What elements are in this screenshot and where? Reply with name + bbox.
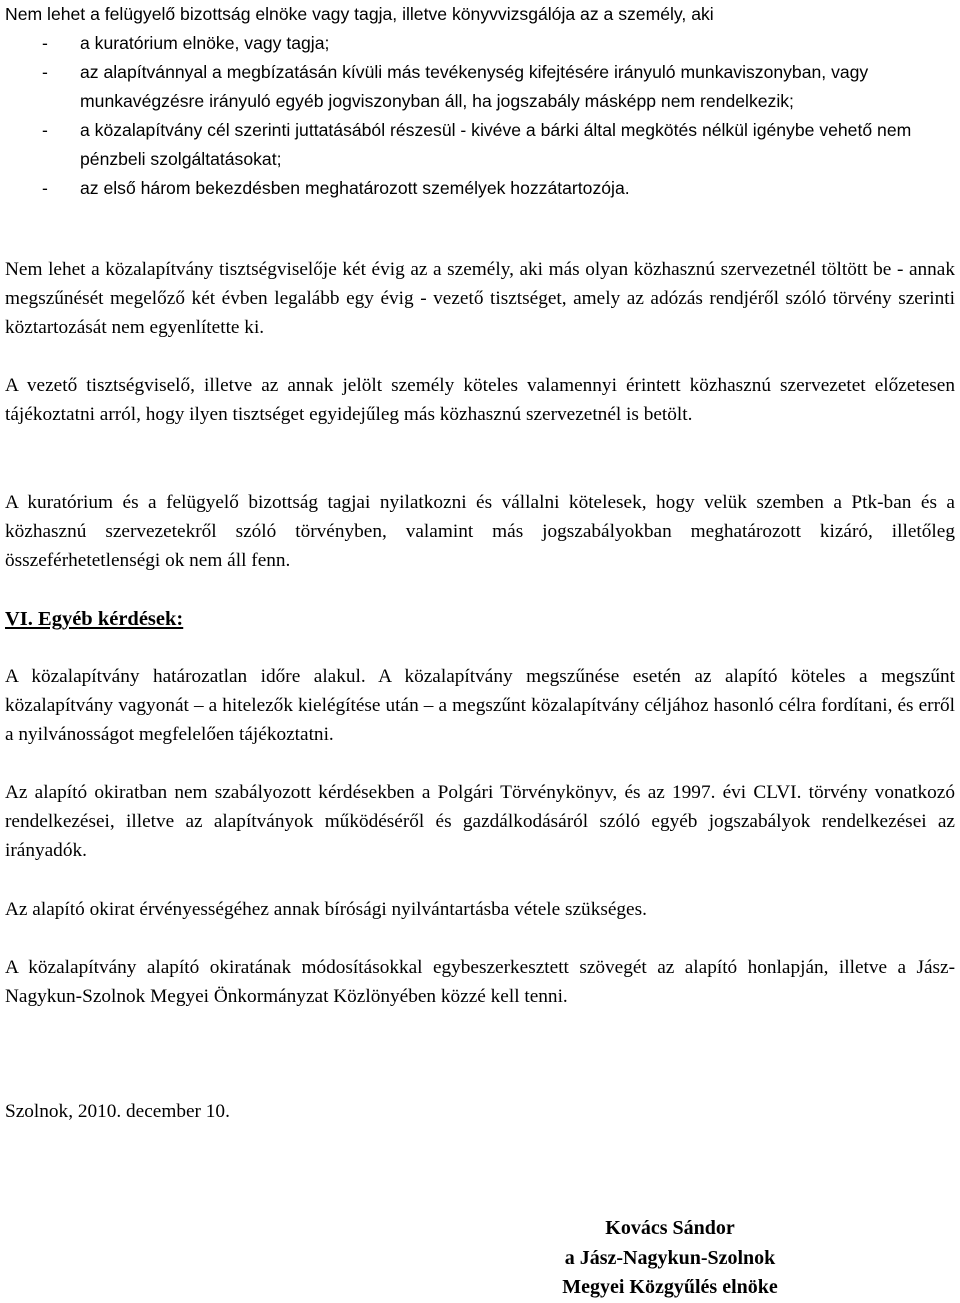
list-dash: - [42,62,48,82]
list-item [5,116,955,174]
date-line: Szolnok, 2010. december 10. [5,1101,230,1122]
signatory-name: Kovács Sándor [605,1217,735,1239]
list-dash: - [42,178,48,198]
paragraph-conflict-declaration: A kuratórium és a felügyelő bizottság tagjai nyilatkozni és vállalni kötelesek, hogy velük szemben a Ptk-ban és a közhasznú szervezetekről szóló törvényben, valamint más jogszabályokban meghatározott kizáró, illetőleg összeférhetetlenségi ok nem áll fenn. [5,492,955,571]
list-item-text: a kuratórium elnöke, vagy tagja; [80,33,330,53]
paragraph-court-registration: Az alapító okirat érvényességéhez annak bírósági nyilvántartásba vétele szükséges. [5,899,647,920]
signatory-title-line-1: a Jász-Nagykun-Szolnok [564,1246,776,1269]
paragraph-governing-law: Az alapító okiratban nem szabályozott kérdésekben a Polgári Törvénykönyv, és az 1997. évi CLVI. törvény vonatkozó rendelkezései, illetve az alapítványok működéséről és gazdálkodásáról szóló egyéb jogszabályok rendelkezései az irányadók. [5,782,955,861]
eligibility-list [5,29,955,203]
signature-block [510,1214,830,1303]
list-dash: - [42,120,48,140]
intro-line: Nem lehet a felügyelő bizottság elnöke vagy tagja, illetve könyvvizsgálója az a személy, aki [5,4,714,24]
paragraph-publication: A közalapítvány alapító okiratának módosításokkal egybeszerkesztett szövegét az alapító honlapján, illetve a Jász-Nagykun-Szolnok Megyei Önkormányzat Közlönyében közzé kell tenni. [5,957,955,1007]
list-item-text: az első három bekezdésben meghatározott személyek hozzátartozója. [80,178,630,198]
signatory-title-line-2: Megyei Közgyűlés elnöke [562,1276,778,1298]
paragraph-notification-duty: A vezető tisztségviselő, illetve az annak jelölt személy köteles valamennyi érintett közhasznú szervezetet előzetesen tájékoztatni arról, hogy ilyen tisztséget egyidejűleg más közhasznú szervezetnél is betölt. [5,375,955,425]
list-item-text: a közalapítvány cél szerinti juttatásából részesül - kivéve a bárki által megkötés nélkül igénybe vehető nem pénzbeli szolgáltatásokat; [80,120,912,169]
section-heading: VI. Egyéb kérdések: [5,608,184,630]
list-item [5,174,955,203]
list-item-text: az alapítvánnyal a megbízatásán kívüli más tevékenység kifejtésére irányuló munkaviszonyban, vagy munkavégzésre irányuló egyéb jogviszonyban áll, ha jogszabály másképp nem rendelkezik; [80,62,869,111]
list-dash: - [42,33,48,53]
paragraph-officer-eligibility: Nem lehet a közalapítvány tisztségviselője két évig az a személy, aki más olyan közhasznú szervezetnél töltött be - annak megszűnését megelőző két évben legalább egy évig - vezető tisztséget, amely az adózás rendjéről szóló törvény szerinti köztartozását nem egyenlítette ki. [5,259,955,338]
list-item [5,58,955,116]
list-item [5,29,955,58]
paragraph-duration-dissolution: A közalapítvány határozatlan időre alakul. A közalapítvány megszűnése esetén az alapító köteles a megszűnt közalapítvány vagyonát – a hitelezők kielégítése után – a megszűnt közalapítvány céljához hasonló célra fordítani, és erről a nyilvánosságot megfelelően tájékoztatni. [5,666,955,745]
